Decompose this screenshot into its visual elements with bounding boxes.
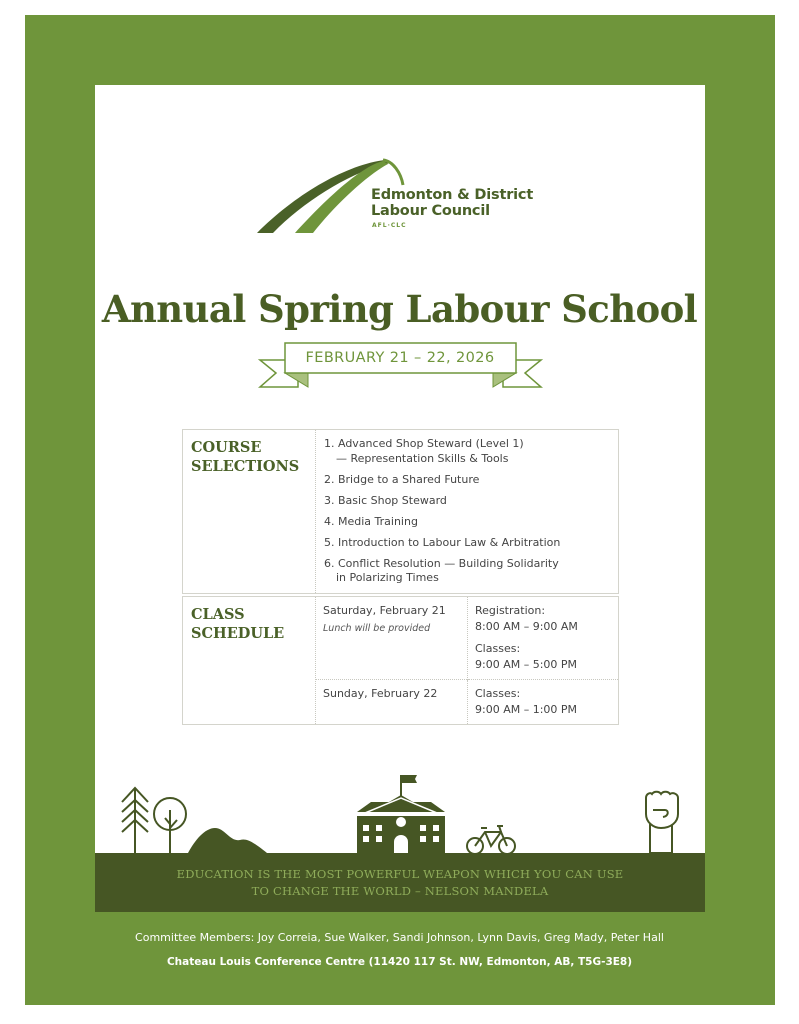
page-title: Annual Spring Labour School: [101, 287, 698, 331]
course-item: [324, 494, 617, 509]
course-title: 6. Conflict Resolution — Building Solidarity: [324, 556, 559, 570]
pine-tree-icon: [122, 788, 148, 853]
label-line: SELECTIONS: [191, 458, 300, 475]
label-line: CLASS: [191, 606, 245, 623]
quote-line: TO CHANGE THE WORLD – NELSON MANDELA: [251, 884, 549, 898]
session-time: 9:00 AM – 5:00 PM: [475, 658, 578, 671]
course-title: 2. Bridge to a Shared Future: [324, 472, 480, 486]
committee-members: Committee Members: Joy Correia, Sue Walker, Sandi Johnson, Lynn Davis, Greg Mady, Peter Hall: [135, 931, 664, 944]
session-label: Classes:: [475, 642, 521, 655]
round-tree-icon: [154, 798, 186, 853]
session-label: Classes:: [475, 687, 521, 700]
session: [475, 603, 618, 635]
class-schedule-label: [183, 597, 316, 725]
course-title: 5. Introduction to Labour Law & Arbitration: [324, 535, 561, 549]
logo-line2: Labour Council: [371, 203, 490, 219]
venue-address: Chateau Louis Conference Centre (11420 117 St. NW, Edmonton, AB, T5G-3E8): [166, 956, 633, 968]
course-list-cell: [316, 430, 619, 594]
course-list: [317, 431, 617, 586]
course-selections-label: [183, 430, 316, 594]
course-subtitle: — Representation Skills & Tools: [336, 451, 509, 465]
session-time: 9:00 AM – 1:00 PM: [475, 703, 578, 716]
session: [475, 641, 618, 673]
course-item: [324, 557, 617, 586]
course-item: [324, 515, 617, 530]
school-building-icon: [357, 775, 445, 853]
course-title: 1. Advanced Shop Steward (Level 1): [324, 437, 524, 450]
session-time: 8:00 AM – 9:00 AM: [475, 620, 578, 633]
course-subtitle: in Polarizing Times: [336, 571, 439, 584]
course-item: [324, 437, 617, 466]
logo-affiliation: AFL·CLC: [372, 222, 407, 229]
session: [475, 686, 618, 718]
mandela-quote: [95, 866, 705, 900]
course-selections-table: [182, 429, 619, 594]
bicycle-icon: [467, 826, 515, 854]
schedule-day-saturday: [316, 597, 468, 680]
day-label: Sunday, February 22: [323, 687, 438, 700]
course-title: 4. Media Training: [324, 514, 418, 528]
course-item: [324, 536, 617, 551]
label-line: SCHEDULE: [191, 625, 285, 642]
raised-fist-icon: [646, 792, 678, 853]
landscape-illustration: [95, 770, 705, 855]
event-dates: FEBRUARY 21 – 22, 2026: [305, 350, 495, 366]
schedule-times-sunday: [468, 680, 619, 725]
class-schedule-table: [182, 596, 619, 725]
logo-line1: Edmonton & District: [371, 187, 534, 203]
label-line: COURSE: [191, 439, 262, 456]
schedule-times-saturday: [468, 597, 619, 680]
lunch-note: Lunch will be provided: [323, 623, 431, 634]
course-title: 3. Basic Shop Steward: [324, 493, 447, 507]
hill-icon: [188, 828, 267, 853]
session-label: Registration:: [475, 604, 546, 617]
course-item: [324, 473, 617, 488]
quote-line: EDUCATION IS THE MOST POWERFUL WEAPON WHICH YOU CAN USE: [176, 867, 624, 881]
day-label: Saturday, February 21: [323, 604, 446, 617]
logo-wordmark: [371, 187, 533, 219]
schedule-day-sunday: [316, 680, 468, 725]
